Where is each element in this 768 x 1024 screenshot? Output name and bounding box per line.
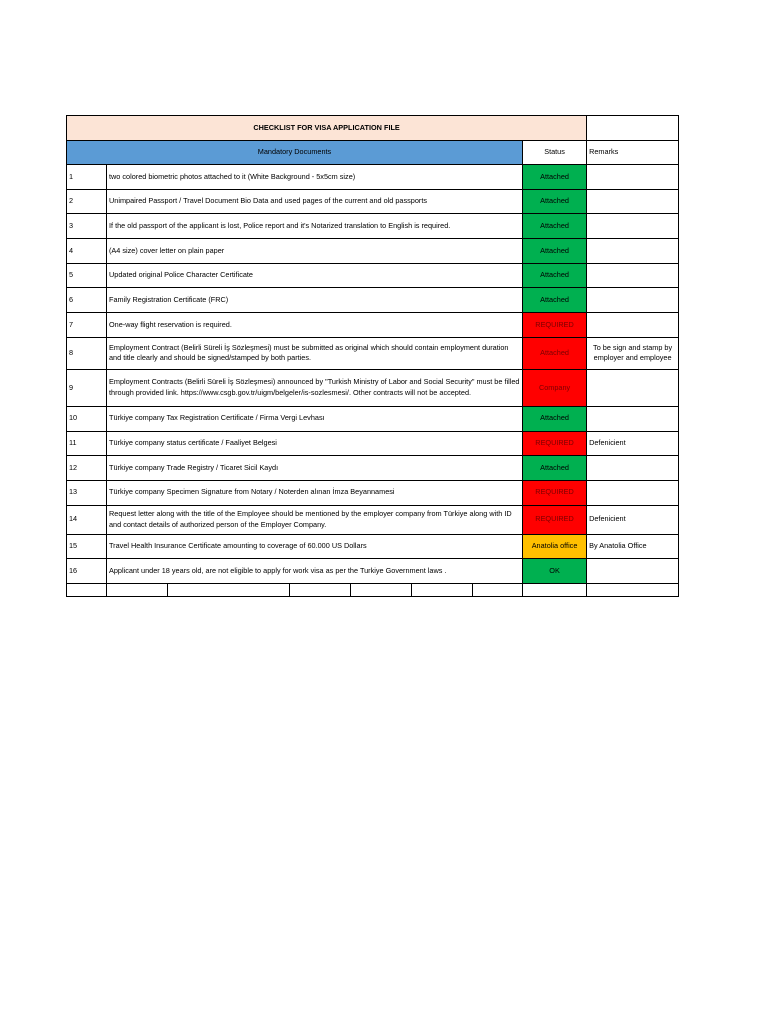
row-number: 14 xyxy=(67,505,107,534)
status-cell: Attached xyxy=(523,214,587,239)
document-text: two colored biometric photos attached to it (White Background - 5x5cm size) xyxy=(107,165,523,190)
row-number: 9 xyxy=(67,369,107,406)
empty-cell xyxy=(473,583,523,596)
table-row xyxy=(67,534,679,559)
status-cell: Attached xyxy=(523,337,587,369)
document-text: Employment Contracts (Belirli Süreli İş Sözleşmesi) announced by "Turkish Ministry of Labor and Social Security" must be filled through provided link. https://www.csgb.gov.tr/uigm/belgeler/is-sozlesmesi/. Other contracts will not be accepted. xyxy=(107,369,523,406)
remarks-cell xyxy=(587,189,679,214)
document-text: Türkiye company Specimen Signature from Notary / Noterden alınan İmza Beyannamesi xyxy=(107,480,523,505)
row-number: 10 xyxy=(67,406,107,431)
empty-cell xyxy=(412,583,473,596)
empty-cell xyxy=(587,583,679,596)
document-text: Employment Contract (Belirli Süreli İş Sözleşmesi) must be submitted as original which should contain employment duration and title clearly and should be signed/stamped by both parties. xyxy=(107,337,523,369)
checklist-title: CHECKLIST FOR VISA APPLICATION FILE xyxy=(67,116,587,141)
row-number: 11 xyxy=(67,431,107,456)
status-cell: Attached xyxy=(523,165,587,190)
header-row xyxy=(67,141,679,165)
remarks-cell xyxy=(587,288,679,313)
remarks-cell xyxy=(587,214,679,239)
status-cell: Attached xyxy=(523,406,587,431)
status-cell: Attached xyxy=(523,263,587,288)
status-cell: Attached xyxy=(523,288,587,313)
status-cell: REQUIRED xyxy=(523,505,587,534)
remarks-cell xyxy=(587,456,679,481)
status-cell: Attached xyxy=(523,239,587,264)
row-number: 8 xyxy=(67,337,107,369)
remarks-cell xyxy=(587,406,679,431)
empty-cell xyxy=(67,583,107,596)
document-text: Family Registration Certificate (FRC) xyxy=(107,288,523,313)
status-cell: REQUIRED xyxy=(523,431,587,456)
table-row xyxy=(67,559,679,584)
table-row xyxy=(67,456,679,481)
title-blank-cell xyxy=(587,116,679,141)
document-text: Applicant under 18 years old, are not eligible to apply for work visa as per the Turkiye Government laws . xyxy=(107,559,523,584)
document-text: Türkiye company status certificate / Faaliyet Belgesi xyxy=(107,431,523,456)
row-number: 6 xyxy=(67,288,107,313)
status-cell: REQUIRED xyxy=(523,480,587,505)
row-number: 2 xyxy=(67,189,107,214)
status-cell: Company xyxy=(523,369,587,406)
empty-cell xyxy=(107,583,168,596)
document-text: If the old passport of the applicant is lost, Police report and it's Notarized translation to English is required. xyxy=(107,214,523,239)
remarks-cell xyxy=(587,313,679,338)
table-row xyxy=(67,505,679,534)
remarks-cell: By Anatolia Office xyxy=(587,534,679,559)
document-text: Request letter along with the title of the Employee should be mentioned by the employer company from Türkiye along with ID and contact details of authorized person of the Employer Company. xyxy=(107,505,523,534)
document-text: (A4 size) cover letter on plain paper xyxy=(107,239,523,264)
document-text: Updated original Police Character Certificate xyxy=(107,263,523,288)
mandatory-documents-header: Mandatory Documents xyxy=(67,141,523,165)
row-number: 5 xyxy=(67,263,107,288)
table-row xyxy=(67,189,679,214)
remarks-cell: Defenicient xyxy=(587,505,679,534)
document-text: Travel Health Insurance Certificate amounting to coverage of 60.000 US Dollars xyxy=(107,534,523,559)
blank-row xyxy=(67,583,679,596)
row-number: 1 xyxy=(67,165,107,190)
document-text: One-way flight reservation is required. xyxy=(107,313,523,338)
document-text: Türkiye company Tax Registration Certificate / Firma Vergi Levhası xyxy=(107,406,523,431)
row-number: 15 xyxy=(67,534,107,559)
remarks-cell xyxy=(587,165,679,190)
table-row xyxy=(67,480,679,505)
table-row xyxy=(67,337,679,369)
table-row xyxy=(67,431,679,456)
table-row xyxy=(67,214,679,239)
row-number: 4 xyxy=(67,239,107,264)
status-cell: Anatolia office xyxy=(523,534,587,559)
row-number: 13 xyxy=(67,480,107,505)
remarks-cell: Defenicient xyxy=(587,431,679,456)
document-text: Türkiye company Trade Registry / Ticaret Sicil Kaydı xyxy=(107,456,523,481)
empty-cell xyxy=(351,583,412,596)
row-number: 12 xyxy=(67,456,107,481)
table-row xyxy=(67,288,679,313)
document-text: Unimpaired Passport / Travel Document Bio Data and used pages of the current and old passports xyxy=(107,189,523,214)
title-row xyxy=(67,116,679,141)
remarks-cell xyxy=(587,263,679,288)
status-cell: OK xyxy=(523,559,587,584)
remarks-cell xyxy=(587,369,679,406)
remarks-cell xyxy=(587,559,679,584)
row-number: 7 xyxy=(67,313,107,338)
empty-cell xyxy=(523,583,587,596)
table-row xyxy=(67,165,679,190)
table-row xyxy=(67,369,679,406)
table-row xyxy=(67,239,679,264)
visa-checklist-table xyxy=(66,115,679,597)
remarks-cell xyxy=(587,239,679,264)
row-number: 3 xyxy=(67,214,107,239)
empty-cell xyxy=(168,583,290,596)
remarks-cell xyxy=(587,480,679,505)
status-header: Status xyxy=(523,141,587,165)
table-row xyxy=(67,406,679,431)
remarks-cell: To be sign and stamp by employer and employee xyxy=(587,337,679,369)
table-row xyxy=(67,263,679,288)
table-row xyxy=(67,313,679,338)
remarks-header: Remarks xyxy=(587,141,679,165)
status-cell: REQUIRED xyxy=(523,313,587,338)
status-cell: Attached xyxy=(523,189,587,214)
row-number: 16 xyxy=(67,559,107,584)
status-cell: Attached xyxy=(523,456,587,481)
empty-cell xyxy=(290,583,351,596)
